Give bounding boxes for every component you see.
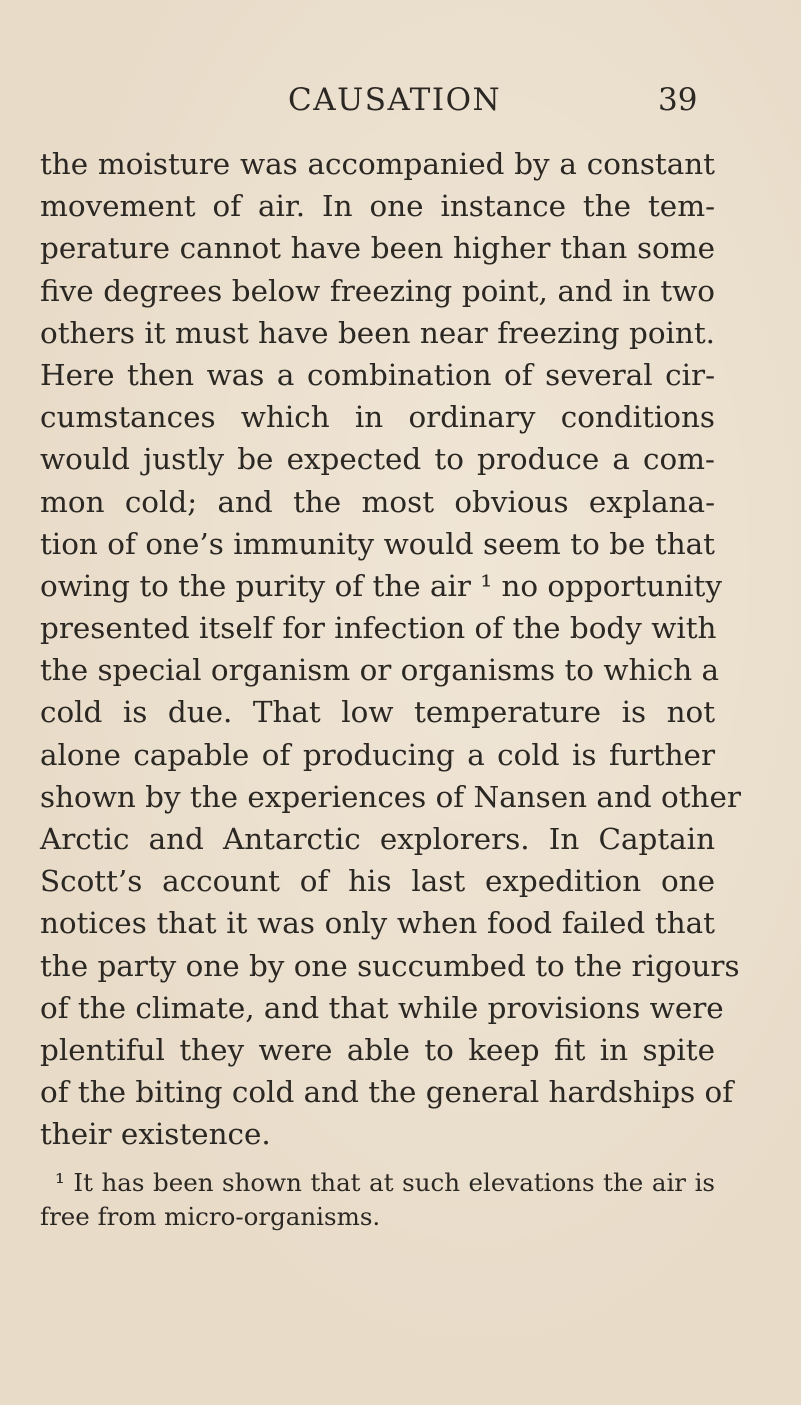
text-line: the special organism or organisms to which a <box>40 653 720 688</box>
text-line: movement of air. In one instance the tem- <box>40 189 715 224</box>
text-line: plentiful they were able to keep fit in spite <box>40 1032 715 1067</box>
text-line: of the biting cold and the general hardships of <box>40 1075 734 1110</box>
footnote-line: ¹ It has been shown that at such elevations the air is <box>55 1168 715 1197</box>
body-text <box>40 143 741 1156</box>
text-line: five degrees below freezing point, and in two <box>40 273 715 308</box>
text-line: mon cold; and the most obvious explana- <box>40 484 715 519</box>
running-title: CAUSATION <box>288 82 502 118</box>
text-line: cold is due. That low temperature is not <box>40 695 715 730</box>
text-line: tion of one’s immunity would seem to be that <box>40 526 715 561</box>
text-line: the party one by one succumbed to the rigours <box>40 948 740 983</box>
page-number: 39 <box>658 82 698 118</box>
text-line: owing to the purity of the air ¹ no opportunity <box>40 568 722 603</box>
text-line: Here then was a combination of several cir- <box>40 357 715 392</box>
text-line: notices that it was only when food failed that <box>40 906 715 941</box>
text-line: shown by the experiences of Nansen and other <box>40 779 741 814</box>
text-line: others it must have been near freezing point. <box>40 315 715 350</box>
text-line: perature cannot have been higher than some <box>40 231 715 266</box>
text-line: the moisture was accompanied by a constant <box>40 147 715 181</box>
text-line: of the climate, and that while provisions were <box>40 990 724 1025</box>
text-line: would justly be expected to produce a com- <box>40 442 715 477</box>
text-line: Arctic and Antarctic explorers. In Captain <box>40 822 715 856</box>
text-line: Scott’s account of his last expedition one <box>40 864 715 899</box>
text-line: alone capable of producing a cold is further <box>40 737 715 772</box>
running-head <box>0 82 801 122</box>
footnote <box>40 1166 715 1234</box>
text-line: presented itself for infection of the body with <box>40 611 717 646</box>
text-line: cumstances which in ordinary conditions <box>40 400 715 435</box>
text-line: their existence. <box>40 1117 271 1152</box>
footnote-line: free from micro-organisms. <box>40 1202 381 1231</box>
